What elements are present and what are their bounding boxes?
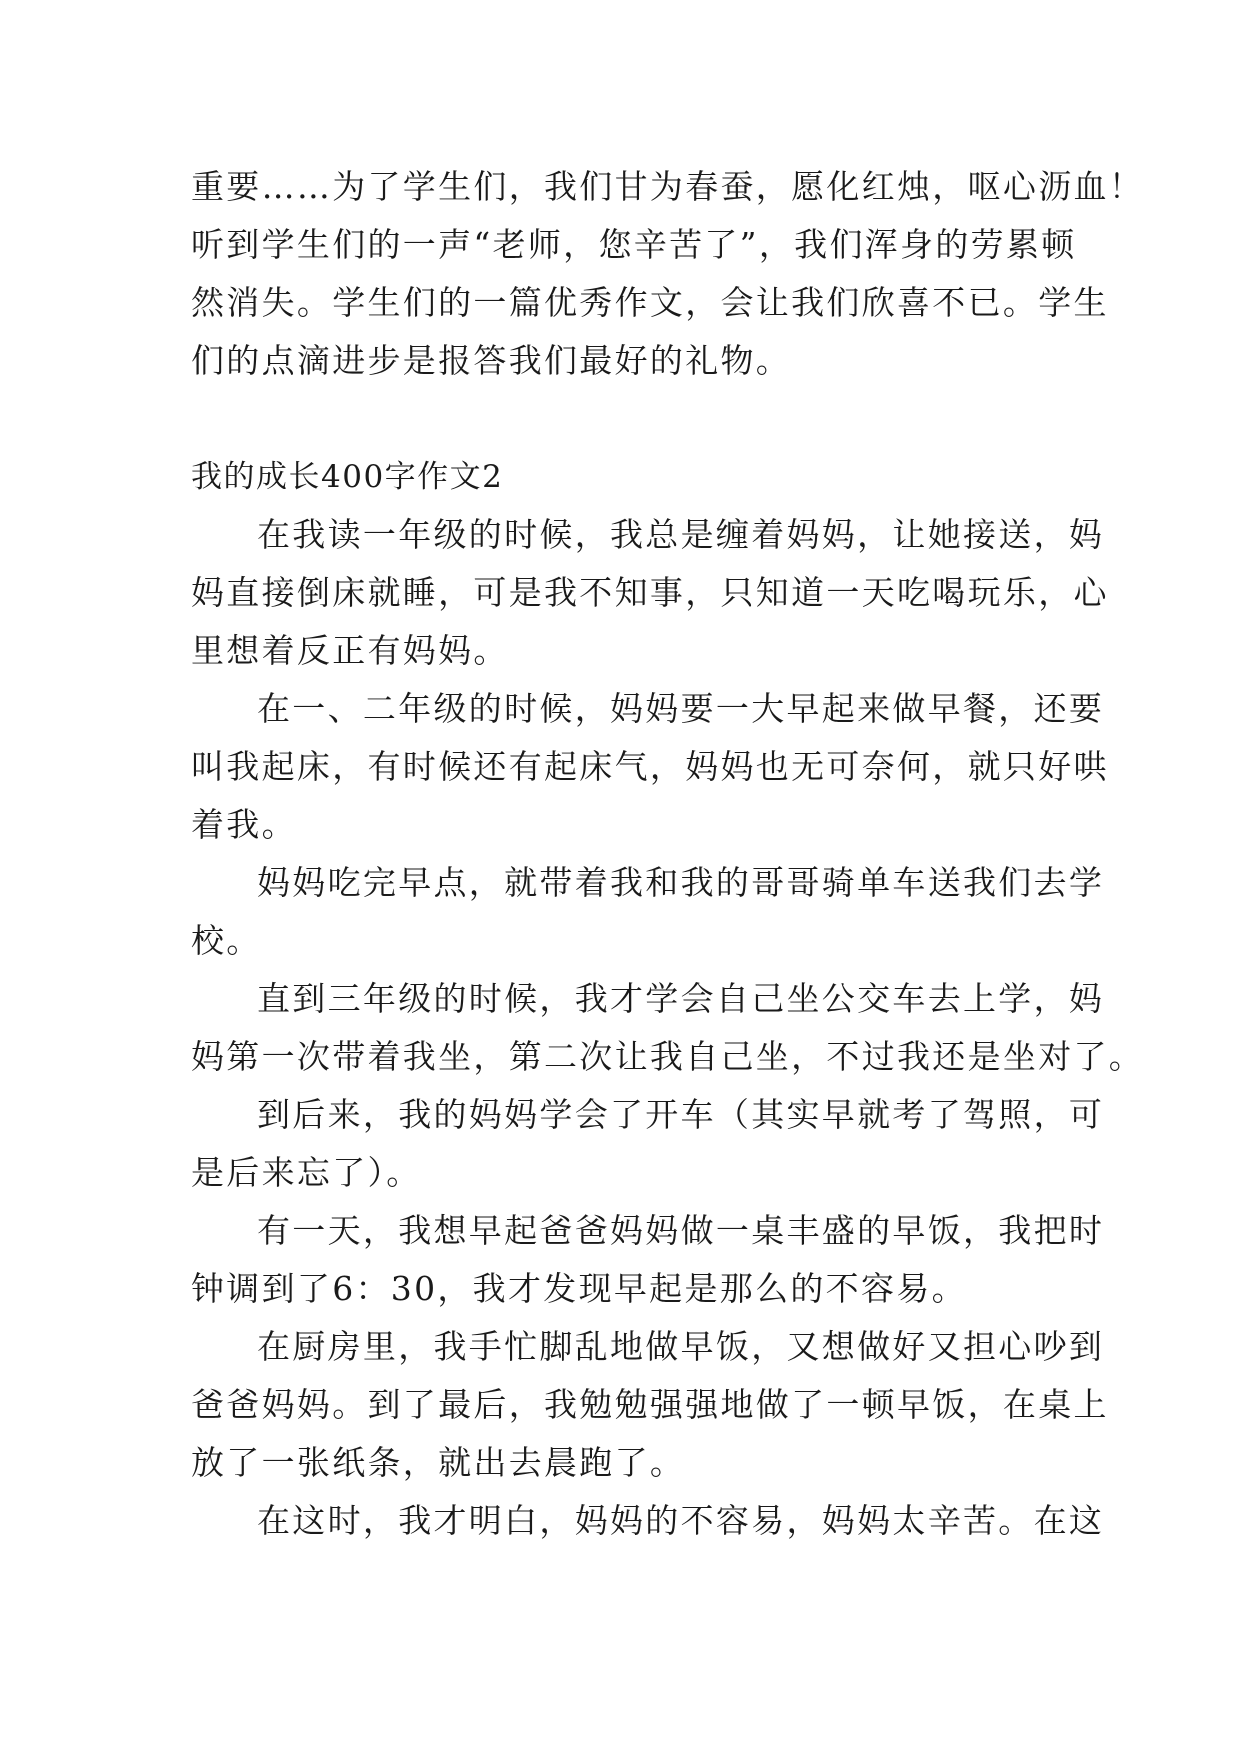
paragraph (191, 1492, 1105, 1550)
paragraph (191, 680, 1109, 854)
text-line: 放了一张纸条，就出去晨跑了。 (191, 1443, 686, 1482)
paragraph (191, 1318, 1109, 1492)
text-line: 着我。 (191, 805, 297, 844)
text-line: 妈直接倒床就睡，可是我不知事，只知道一天吃喝玩乐，心 (191, 573, 1109, 612)
text-line: 然消失。学生们的一篇优秀作文，会让我们欣喜不已。学生 (191, 283, 1109, 322)
text-line: 听到学生们的一声“老师，您辛苦了”，我们浑身的劳累顿 (191, 225, 1077, 264)
section-title: 我的成长400字作文2 (191, 459, 504, 495)
text-line: 妈第一次带着我坐，第二次让我自己坐，不过我还是坐对了。 (191, 1037, 1145, 1076)
paragraph (191, 1086, 1105, 1202)
text-line: 重要……为了学生们，我们甘为春蚕，愿化红烛，呕心沥血！ (191, 167, 1145, 206)
text-line: 到后来，我的妈妈学会了开车（其实早就考了驾照，可 (257, 1095, 1105, 1134)
text-line: 在这时，我才明白，妈妈的不容易，妈妈太辛苦。在这 (257, 1501, 1105, 1540)
paragraph (191, 1202, 1105, 1318)
text-line: 里想着反正有妈妈。 (191, 631, 509, 670)
paragraph (191, 970, 1145, 1086)
text-line: 有一天，我想早起爸爸妈妈做一桌丰盛的早饭，我把时 (257, 1211, 1105, 1250)
intro-paragraph (191, 158, 1145, 390)
text-line: 们的点滴进步是报答我们最好的礼物。 (191, 341, 792, 380)
document-body (191, 158, 1145, 1550)
text-line: 妈妈吃完早点，就带着我和我的哥哥骑单车送我们去学 (257, 863, 1105, 902)
text-line: 叫我起床，有时候还有起床气，妈妈也无可奈何，就只好哄 (191, 747, 1109, 786)
paragraph (191, 854, 1105, 970)
text-line: 在我读一年级的时候，我总是缠着妈妈，让她接送，妈 (257, 515, 1105, 554)
text-line: 是后来忘了）。 (191, 1153, 422, 1192)
text-line: 在一、二年级的时候，妈妈要一大早起来做早餐，还要 (257, 689, 1105, 728)
text-line: 爸爸妈妈。到了最后，我勉勉强强地做了一顿早饭，在桌上 (191, 1385, 1109, 1424)
text-line: 钟调到了6：30，我才发现早起是那么的不容易。 (191, 1269, 967, 1308)
text-line: 校。 (191, 921, 262, 960)
text-line: 直到三年级的时候，我才学会自己坐公交车去上学，妈 (257, 979, 1105, 1018)
paragraph (191, 506, 1109, 680)
text-line: 在厨房里，我手忙脚乱地做早饭，又想做好又担心吵到 (257, 1327, 1105, 1366)
